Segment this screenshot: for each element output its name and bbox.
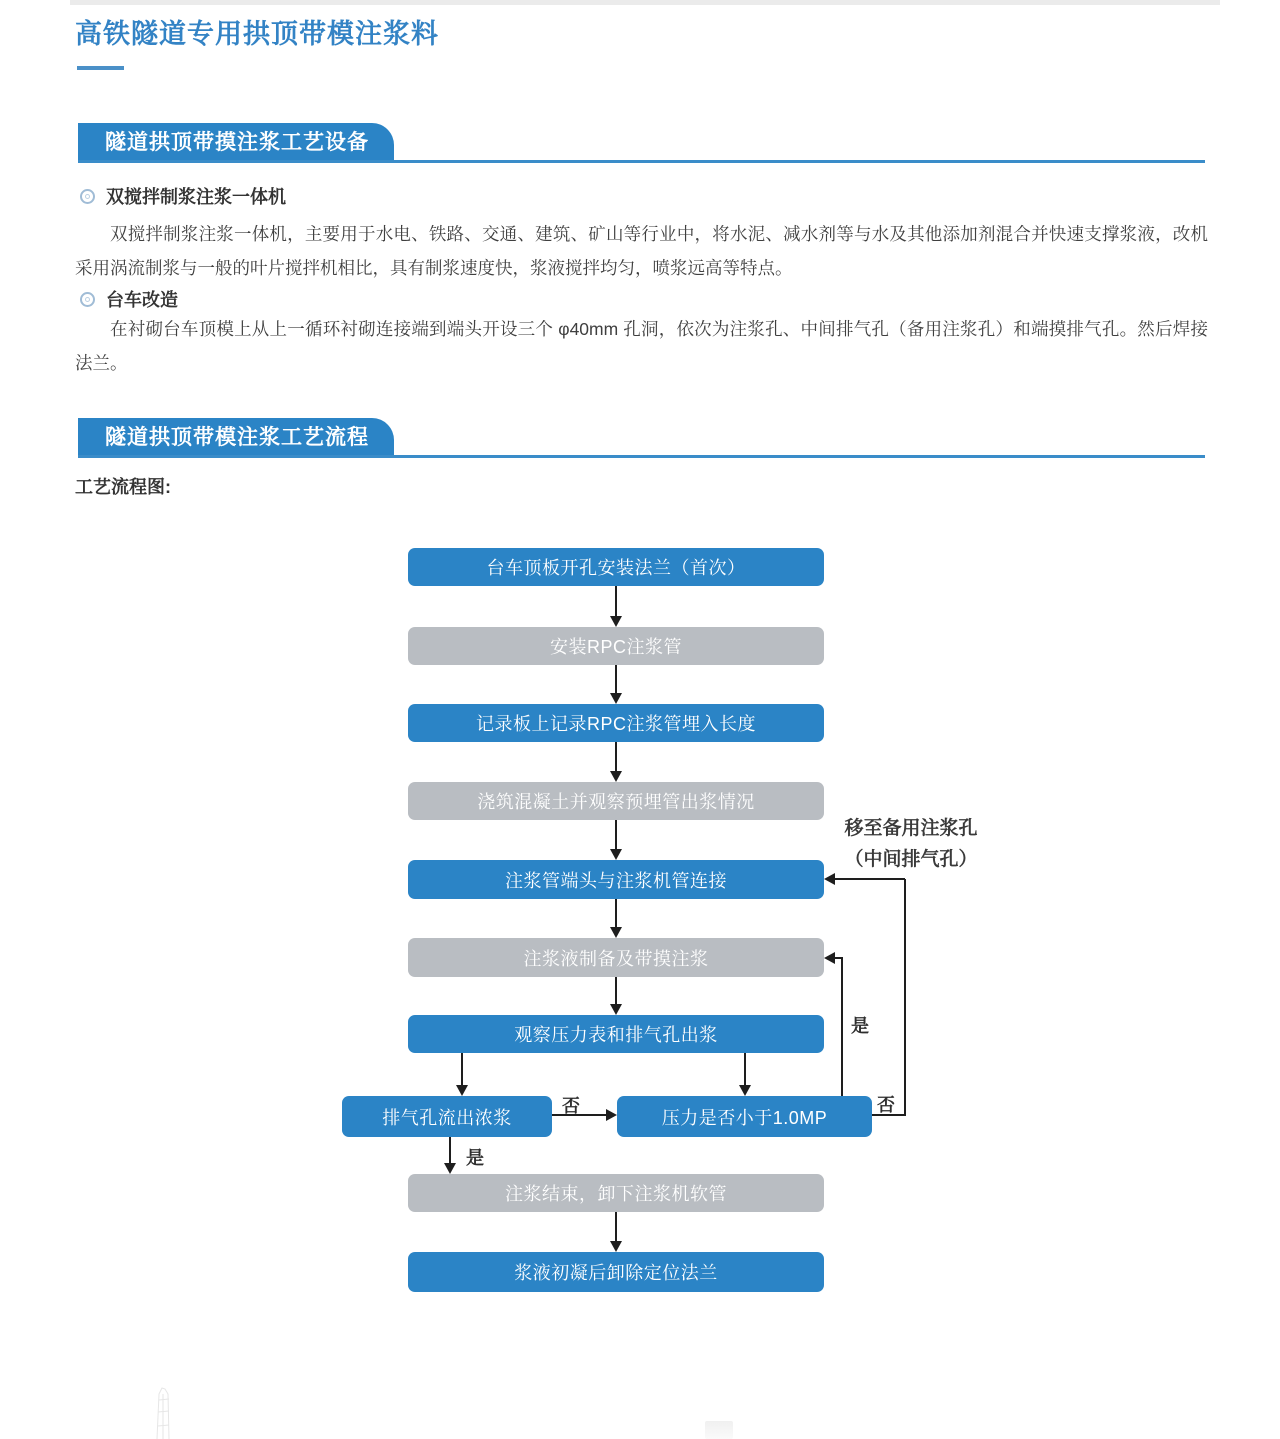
flow-node-connect-pipe: 注浆管端头与注浆机管连接 [408, 860, 824, 899]
page-top-smudge [70, 0, 1220, 5]
flow-node-finish-grouting: 注浆结束，卸下注浆机软管 [408, 1174, 824, 1212]
paragraph-mixer: 双搅拌制浆注浆一体机，主要用于水电、铁路、交通、建筑、矿山等行业中，将水泥、减水剂等与水及其他添加剂混合并快速支撑浆液，改机采用涡流制浆与一般的叶片搅拌机相比，具有制浆速度快，浆液搅拌均匀，喷浆远高等特点。 [75, 224, 1208, 278]
loop-line [841, 958, 843, 1096]
section-header-equipment: 隧道拱顶带摸注浆工艺设备 [78, 123, 394, 163]
watermark-fragment [705, 1421, 733, 1439]
loop-line [904, 879, 906, 1116]
flow-node-pressure-check: 压力是否小于1.0MP [617, 1096, 872, 1137]
tower-watermark [145, 1386, 179, 1439]
label-no: 否 [562, 1096, 580, 1116]
ring-bullet-icon [80, 189, 95, 204]
loop-annotation-line1: 移至备用注浆孔 [844, 818, 978, 839]
label-no-loop: 否 [877, 1095, 895, 1115]
flow-node-vent-thick-slurry: 排气孔流出浓浆 [342, 1096, 552, 1137]
arrow-down-icon [615, 586, 617, 617]
section-rule [78, 160, 1205, 163]
item-heading-trolley: 台车改造 [106, 290, 178, 310]
flow-caption: 工艺流程图: [75, 477, 171, 497]
ring-bullet-icon [80, 292, 95, 307]
label-yes-loop: 是 [851, 1016, 869, 1036]
title-underline [77, 66, 124, 70]
loop-annotation [830, 813, 992, 875]
flow-node-record-length: 记录板上记录RPC注浆管埋入长度 [408, 704, 824, 742]
arrow-down-icon [615, 899, 617, 928]
arrow-down-icon [615, 1212, 617, 1242]
section-header-process: 隧道拱顶带模注浆工艺流程 [78, 418, 394, 458]
arrow-left-icon [835, 957, 843, 959]
section-rule [78, 455, 1205, 458]
arrow-down-icon [615, 977, 617, 1005]
flow-node-pour-concrete: 浇筑混凝土并观察预埋管出浆情况 [408, 782, 824, 820]
flow-node-prepare-grout: 注浆液制备及带摸注浆 [408, 938, 824, 977]
paragraph-trolley: 在衬砌台车顶模上从上一循环衬砌连接端到端头开设三个 φ40mm 孔洞，依次为注浆孔、中间排气孔（备用注浆孔）和端摸排气孔。然后焊接法兰。 [75, 319, 1208, 373]
arrow-down-icon [449, 1137, 451, 1164]
arrow-down-icon [461, 1053, 463, 1086]
loop-annotation-line2: （中间排气孔） [844, 849, 978, 870]
flow-node-install-rpc-pipe: 安装RPC注浆管 [408, 627, 824, 665]
page-title: 高铁隧道专用拱顶带模注浆料 [75, 19, 439, 49]
flow-node-remove-flange: 浆液初凝后卸除定位法兰 [408, 1252, 824, 1292]
flow-node-observe-gauge: 观察压力表和排气孔出浆 [408, 1015, 824, 1053]
label-yes: 是 [466, 1148, 484, 1168]
item-heading-mixer: 双搅拌制浆注浆一体机 [106, 187, 286, 207]
arrow-down-icon [615, 820, 617, 850]
arrow-left-icon [835, 878, 905, 880]
flow-node-install-flange: 台车顶板开孔安装法兰（首次） [408, 548, 824, 586]
arrow-down-icon [615, 742, 617, 772]
arrow-down-icon [615, 665, 617, 694]
arrow-down-icon [744, 1053, 746, 1086]
